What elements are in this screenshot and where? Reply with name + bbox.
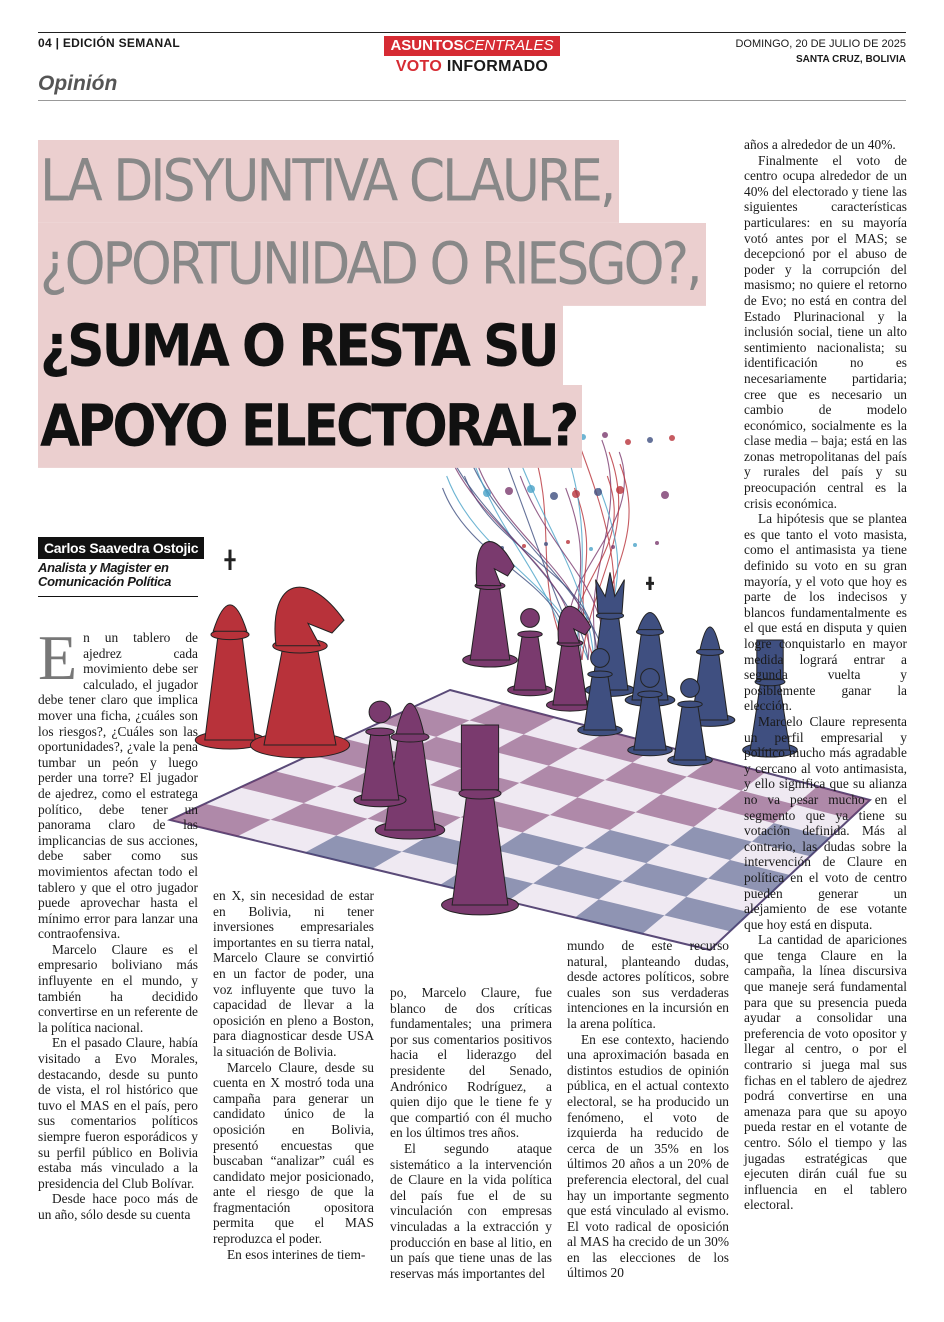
section-title: Opinión <box>38 72 118 95</box>
sub-red: VOTO <box>395 58 443 75</box>
dateline <box>735 36 906 68</box>
headline-line-1: LA DISYUNTIVA CLAURE, <box>38 140 619 223</box>
page-section-label: 04 | EDICIÓN SEMANAL <box>38 36 181 50</box>
piece-body <box>632 634 668 700</box>
piece-cross <box>646 577 654 590</box>
paragraph: Desde hace poco más de un año, sólo desde su cuenta <box>38 1191 198 1222</box>
piece-head <box>213 605 247 631</box>
section-rule <box>38 100 906 101</box>
article-column-1 <box>38 622 198 1223</box>
article-column-5 <box>744 137 907 1213</box>
piece-body <box>514 636 546 690</box>
headline-line-3: ¿SUMA O RESTA SU <box>38 305 563 388</box>
spark-dot <box>611 545 615 549</box>
spark-dot <box>625 439 631 445</box>
piece-collar <box>588 671 612 677</box>
date: DOMINGO, 20 DE JULIO DE 2025 <box>735 38 906 50</box>
spark-dot <box>572 490 580 498</box>
spark-dot <box>655 541 659 545</box>
piece-body <box>553 645 587 705</box>
brand-italic: CENTRALES <box>463 37 554 54</box>
paragraph: Marcelo Claure es el empresario boliviano más influyente en el mundo, y también ha decidido convertirse en un referente de la política nacional. <box>38 941 198 1035</box>
spark-dot <box>544 542 548 546</box>
chess-piece-knight <box>546 606 593 711</box>
paragraph: Marcelo Claure, desde su cuenta en X mostró toda una campaña para generar un candidato único de la oposición en Bolivia, presentó encuestas que buscaban “analizar” cuál es candidato mejor posicionado, ante el riesgo de que la fragmentación opositora permita que el MAS reproduzca el poder. <box>213 1059 374 1247</box>
spark-dot <box>522 544 526 548</box>
sub-black: INFORMADO <box>446 58 549 75</box>
piece-head <box>681 679 700 698</box>
masthead <box>382 36 562 76</box>
chess-piece-king <box>195 550 264 749</box>
paragraph: en X, sin necesidad de estar en Bolivia, ni tener inversiones empresariales importantes en su tierra natal, Marcelo Claure se convirtió en un factor de poder, una voz influyente que tuvo la capacidad de llevar a la oposición en pleno a Boston, para diagnosticar desde USA la situación de Bolivia. <box>213 888 374 1059</box>
piece-cross <box>224 550 235 570</box>
spark-dot <box>483 489 491 497</box>
paragraph: La hipótesis que se plantea es que tanto el voto masista, como el antimasista ya tiene definido su voto en su gran mayoría, y el voto que hoy es parte de los indecisos y blancos fundamentalmente es el que está en disputa y quien logre conquistarlo en mayor medida logrará entrar a segunda vuelta y posiblemente ganar la elección. <box>744 511 907 714</box>
article-column-4 <box>567 938 729 1281</box>
spark-dot <box>669 435 675 441</box>
spark-dot <box>566 540 570 544</box>
piece-head <box>521 609 540 628</box>
piece-head <box>591 649 610 668</box>
spark-dot <box>550 492 558 500</box>
paragraph: En el pasado Claure, había visitado a Evo Morales, destacando, desde su punto de vista, el rol histórico que tuvo el MAS en el país, pero sus comentarios políticos siempre fueron esporádicos y su perfil público en Bolivia estaba más vinculado a la presidencia del Club Bolívar. <box>38 1035 198 1191</box>
chess-piece-knight <box>463 542 518 667</box>
headline-line-2: ¿OPORTUNIDAD O RIESGO?, <box>38 223 706 306</box>
headline-line-4: APOYO ELECTORAL? <box>38 385 582 468</box>
spark-dot <box>661 491 669 499</box>
piece-head <box>638 613 662 630</box>
piece-body <box>264 649 336 745</box>
piece-head <box>461 725 498 790</box>
piece-head <box>700 627 720 650</box>
piece-head <box>641 669 660 688</box>
brand-badge <box>384 36 559 56</box>
article-column-3 <box>390 985 552 1281</box>
paragraph <box>38 622 198 942</box>
piece-head <box>275 587 344 646</box>
paragraph: años a alrededor de un 40%. <box>744 137 896 152</box>
piece-collar <box>638 691 662 697</box>
paragraph: En ese contexto, haciendo una aproximación basada en distintos estudios de opinión pública, en el actual contexto electoral, se ha producido un fenómeno, el voto de izquierda ha reducido de cerca de un 35% en los últimos 20 años a un 20% de preferencia electoral, del cual hay un importante segmento que está vinculado al evismo. El voto radical de oposición al MAS ha crecido de un 30% en las elecciones de los últimos 20 <box>567 1031 729 1281</box>
paragraph: En esos interines de tiem- <box>227 1246 366 1262</box>
spark-dot <box>633 543 637 547</box>
spark-dot <box>616 486 624 494</box>
paragraph: mundo de este recurso natural, planteando dudas, desde actores políticos, sobre cuales son sus verdaderas intenciones en la incursión en la arena política. <box>567 938 729 1031</box>
paragraph: Finalmente el voto de centro ocupa alrededor de un 40% del electorado y tiene las siguientes características particulares: en su mayoría votó antes por el MAS; se decepcionó por el abuso de poder y la corrupción del masismo; no quiere el retorno de Evo; no está en contra del Estado Plurinacional y la inclusión social, tiene un alto sentimiento nacionalista; su identificación no es necesariamente partidaria; cree que es necesario un cambio de modelo económico, socialmente es la clase media – baja; está en las zonas metropolitanas del país y rurales del país y su preocupación central es la crisis económica. <box>744 152 907 511</box>
chess-piece-knight <box>250 587 349 758</box>
paragraph: Marcelo Claure representa un perfil empresarial y político mucho más agradable y cercano al voto antimasista, y ello significa que su alianza no va pesar mucho en el segmento que ya tiene su votación definida. Más al contrario, las dudas sobre la intervención de Claure en política en el voto de centro pueden generar un alejamiento de ese votante que hoy está en disputa. <box>744 713 907 932</box>
chess-piece-pawn <box>508 609 553 696</box>
article-column-2 <box>213 888 374 1262</box>
top-rule <box>38 32 906 33</box>
location: SANTA CRUZ, BOLIVIA <box>796 54 906 65</box>
paragraph: El segundo ataque sistemático a la intervención de Claure en la vida política del país fue el de su vinculación con empresas vinculadas a la extracción y producción en base al litio, en un país que tiene unas de las reservas más importantes del <box>390 1140 552 1281</box>
paragraph: La cantidad de apariciones que tenga Claure en la campaña, la línea discursiva que maneje será fundamental para que su presencia pueda ayudar a consolidar una preferencia de voto opositor y llegar al centro, o por el contrario si juega mal sus fichas en el tablero de ajedrez podrá convertirse en una amenaza para que su apoyo pueda restar en el votante de centro. Sólo el tiempo y las jugadas estratégicas que ejecuten dirán cuál fue su influencia en el tablero electoral. <box>744 932 907 1213</box>
piece-body <box>470 588 510 660</box>
spark-dot <box>602 432 608 438</box>
paragraph: po, Marcelo Claure, fue blanco de dos críticas fundamentales; una primera por sus comentarios positivos hacia el liderazgo del presidente del Senado, Andrónico Rodríguez, a quien dijo que le tiene fe y que compartió con él mucho en los últimos tres años. <box>390 985 552 1141</box>
author-rule <box>38 596 198 597</box>
piece-head <box>369 701 391 723</box>
paragraph-text: n un tablero de ajedrez cada movimiento debe ser calculado, el jugador debe tener claro que implica mover una ficha, ¿cuáles son los riesgos?, ¿Cuáles son las oportunidades?, ¿vale la pena tumbar un peón y luego perder una torre? El jugador de ajedrez, como el estratega político, debe tener un panorama claro de las implicancias de sus acciones, debe saber como sus movimientos afectan todo el tablero y que el otro jugador puede aprovechar hasta el mínimo error para lanzar una contraofensiva. <box>38 630 198 942</box>
piece-collar <box>518 631 542 637</box>
author-name: Carlos Saavedra Ostojic <box>38 537 204 559</box>
spark-dot <box>505 487 513 495</box>
spark-dot <box>527 485 535 493</box>
piece-body <box>205 638 255 740</box>
piece-collar <box>366 728 395 736</box>
piece-head <box>596 572 625 613</box>
brand-bold: ASUNTOS <box>390 37 464 54</box>
spark-dot <box>594 488 602 496</box>
piece-collar <box>678 701 702 707</box>
spark-dot <box>647 437 653 443</box>
spark-dot <box>589 547 593 551</box>
piece-head <box>476 542 514 586</box>
masthead-sub <box>382 58 562 76</box>
drop-cap: E <box>38 622 78 693</box>
author-role: Analista y Magister en Comunicación Política <box>38 560 172 589</box>
